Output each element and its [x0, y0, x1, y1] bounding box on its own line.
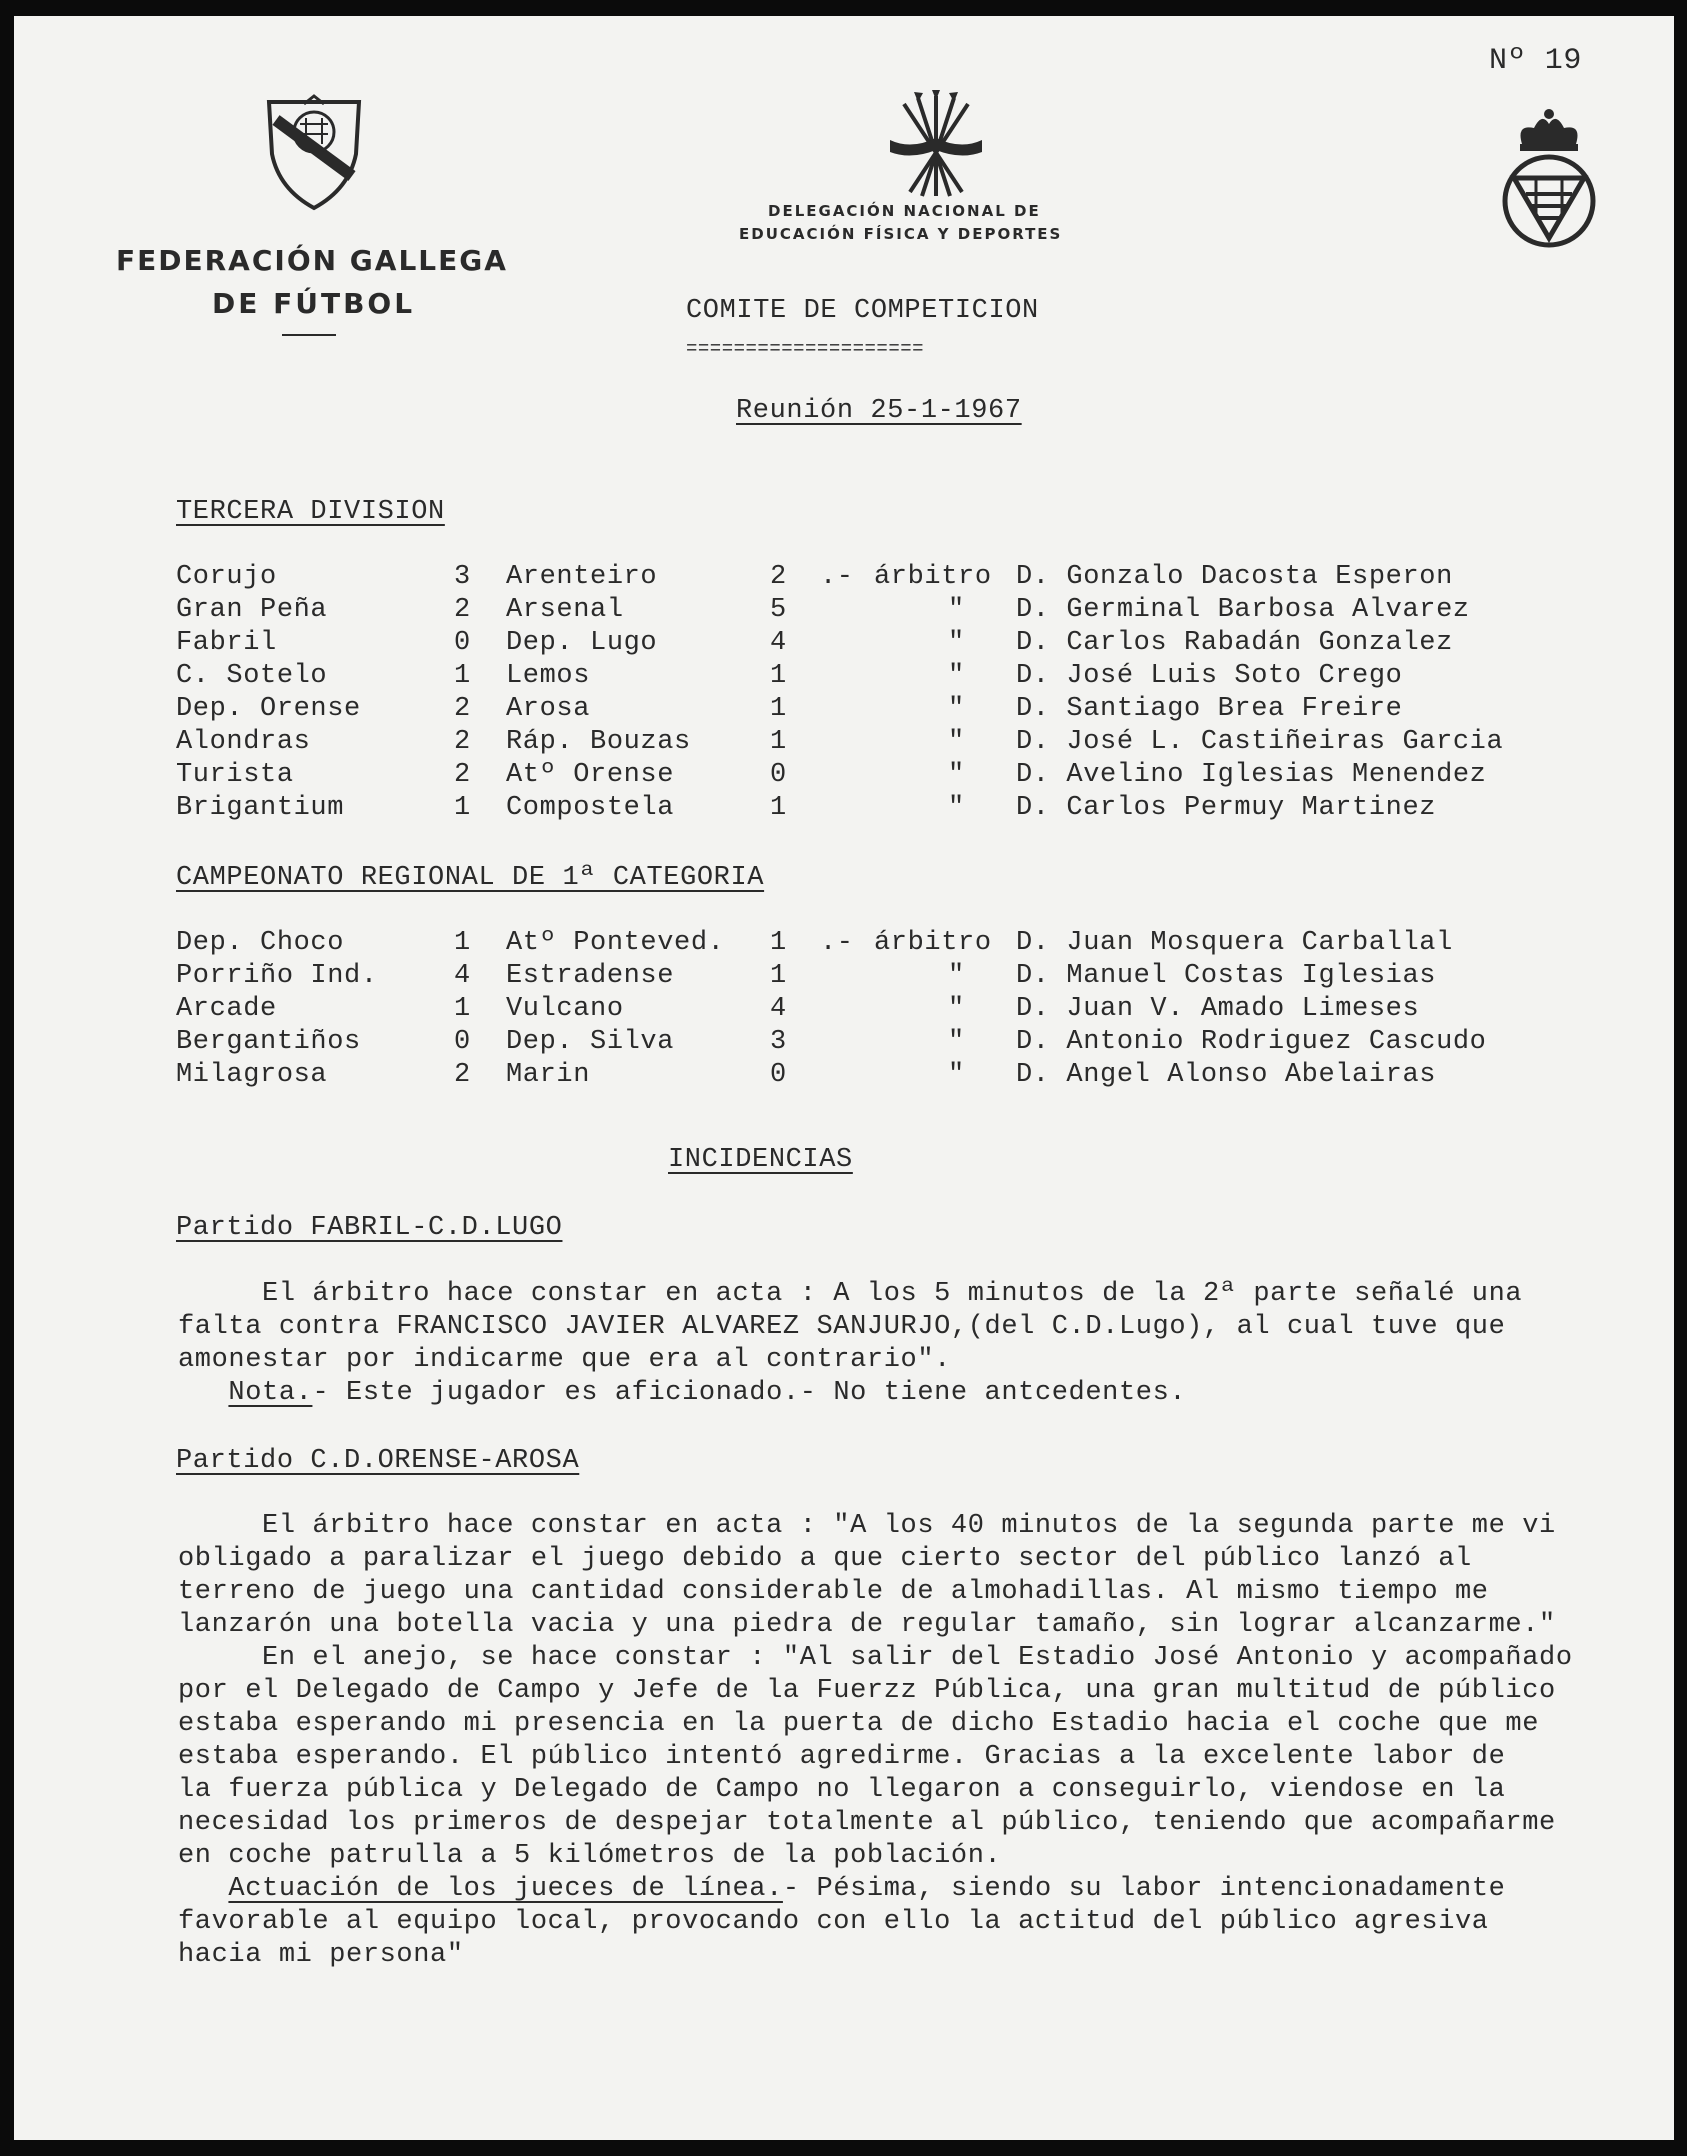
- away-score: 1: [770, 793, 787, 823]
- away-team: Arosa: [506, 694, 591, 724]
- home-team: Brigantium: [176, 793, 345, 823]
- home-team: Turista: [176, 760, 294, 790]
- home-team: Porriño Ind.: [176, 961, 378, 991]
- referee-name: D. Santiago Brea Freire: [1016, 694, 1403, 724]
- report-line: amonestar por indicarme que era al contrario".: [178, 1345, 951, 1375]
- delegation-line2: EDUCACIÓN FÍSICA Y DEPORTES: [739, 225, 1063, 243]
- away-score: 5: [770, 595, 787, 625]
- report-line: estaba esperando. El público intentó agredirme. Gracias a la excelente labor de: [178, 1742, 1506, 1772]
- report-line: favorable al equipo local, provocando con ello la actitud del público agresiva: [178, 1907, 1489, 1937]
- home-team: Alondras: [176, 727, 311, 757]
- match2-heading: Partido C.D.ORENSE-AROSA: [176, 1446, 580, 1476]
- referee-ditto: ": [948, 1027, 965, 1057]
- away-team: Dep. Lugo: [506, 628, 658, 658]
- home-score: 1: [454, 793, 471, 823]
- referee-name: D. Carlos Rabadán Gonzalez: [1016, 628, 1453, 658]
- referee-name: D. José L. Castiñeiras Garcia: [1016, 727, 1504, 757]
- regional-championship-title: CAMPEONATO REGIONAL DE 1ª CATEGORIA: [176, 863, 765, 893]
- away-team: Compostela: [506, 793, 675, 823]
- away-score: 4: [770, 628, 787, 658]
- report-line: falta contra FRANCISCO JAVIER ALVAREZ SANJURJO,(del C.D.Lugo), al cual tuve que: [178, 1312, 1506, 1342]
- away-team: Ráp. Bouzas: [506, 727, 691, 757]
- home-score: 4: [454, 961, 471, 991]
- referee-ditto: ": [948, 694, 965, 724]
- referee-ditto: ": [948, 595, 965, 625]
- federation-name-line2: DE FÚTBOL: [212, 287, 416, 320]
- committee-title: COMITE DE COMPETICION: [686, 296, 1039, 326]
- report-line: por el Delegado de Campo y Jefe de la Fuerzz Pública, una gran multitud de público: [178, 1676, 1556, 1706]
- referee-name: D. Avelino Iglesias Menendez: [1016, 760, 1487, 790]
- referee-name: D. Juan Mosquera Carballal: [1016, 928, 1453, 958]
- document-number: Nº 19: [1489, 44, 1583, 78]
- referee-ditto: ": [948, 994, 965, 1024]
- home-score: 2: [454, 595, 471, 625]
- report-line: El árbitro hace constar en acta : "A los 40 minutos de la segunda parte me vi: [178, 1511, 1556, 1541]
- match-row: [176, 628, 1636, 661]
- note-label: Nota.: [228, 1378, 313, 1408]
- home-score: 2: [454, 694, 471, 724]
- report-line: terreno de juego una cantidad considerable de almohadillas. Al mismo tiempo me: [178, 1577, 1489, 1607]
- yoke-arrows-icon: [876, 88, 996, 206]
- match-row: [176, 928, 1636, 961]
- home-score: 0: [454, 1027, 471, 1057]
- referee-ditto: ": [948, 793, 965, 823]
- referee-name: D. Gonzalo Dacosta Esperon: [1016, 562, 1453, 592]
- linesmen-label: Actuación de los jueces de línea.: [228, 1874, 783, 1904]
- away-score: 4: [770, 994, 787, 1024]
- away-score: 1: [770, 727, 787, 757]
- linesmen-line: [178, 1873, 1638, 1906]
- away-team: Estradense: [506, 961, 675, 991]
- referee-ditto: ": [948, 661, 965, 691]
- home-score: 1: [454, 661, 471, 691]
- report-line: la fuerza pública y Delegado de Campo no llegaron a conseguirlo, viendose en la: [178, 1775, 1506, 1805]
- away-score: 1: [770, 961, 787, 991]
- incidencias-title: INCIDENCIAS: [668, 1145, 853, 1175]
- referee-ditto: ": [948, 760, 965, 790]
- report-line: En el anejo, se hace constar : "Al salir del Estadio José Antonio y acompañado: [178, 1643, 1573, 1673]
- report-line: en coche patrulla a 5 kilómetros de la población.: [178, 1841, 1002, 1871]
- report-line: hacia mi persona": [178, 1940, 464, 1970]
- federation-divider: [282, 334, 336, 336]
- referee-label: árbitro: [874, 562, 992, 592]
- referee-ditto: ": [948, 727, 965, 757]
- match-row: [176, 694, 1636, 727]
- away-team: Marin: [506, 1060, 591, 1090]
- match-row: [176, 727, 1636, 760]
- away-score: 1: [770, 928, 787, 958]
- home-score: 2: [454, 760, 471, 790]
- away-score: 3: [770, 1027, 787, 1057]
- referee-name: D. Antonio Rodriguez Cascudo: [1016, 1027, 1487, 1057]
- away-score: 0: [770, 760, 787, 790]
- note-line: [178, 1377, 1638, 1410]
- home-score: 1: [454, 928, 471, 958]
- match-row: [176, 661, 1636, 694]
- away-team: Atº Orense: [506, 760, 675, 790]
- match-row: [176, 1060, 1636, 1093]
- report-line: obligado a paralizar el juego debido a que cierto sector del público lanzó al: [178, 1544, 1472, 1574]
- home-team: Milagrosa: [176, 1060, 328, 1090]
- referee-label: árbitro: [874, 928, 992, 958]
- home-score: 2: [454, 1060, 471, 1090]
- home-score: 3: [454, 562, 471, 592]
- match-row: [176, 961, 1636, 994]
- away-team: Vulcano: [506, 994, 624, 1024]
- match-row: [176, 994, 1636, 1027]
- meeting-date: Reunión 25-1-1967: [736, 396, 1022, 426]
- away-score: 2: [770, 562, 787, 592]
- separator: .-: [820, 562, 854, 592]
- away-score: 1: [770, 661, 787, 691]
- match-row: [176, 562, 1636, 595]
- home-score: 2: [454, 727, 471, 757]
- away-team: Arsenal: [506, 595, 624, 625]
- note-text: - Este jugador es aficionado.- No tiene antcedentes.: [312, 1378, 1187, 1408]
- delegation-line1: DELEGACIÓN NACIONAL DE: [768, 202, 1041, 220]
- match1-report: [178, 1278, 1638, 1410]
- away-score: 0: [770, 1060, 787, 1090]
- match-row: [176, 1027, 1636, 1060]
- home-team: Dep. Choco: [176, 928, 345, 958]
- home-team: Bergantiños: [176, 1027, 361, 1057]
- referee-name: D. Germinal Barbosa Alvarez: [1016, 595, 1470, 625]
- home-score: 1: [454, 994, 471, 1024]
- home-team: C. Sotelo: [176, 661, 328, 691]
- committee-rule: ====================: [686, 338, 925, 360]
- match-row: [176, 760, 1636, 793]
- referee-name: D. Angel Alonso Abelairas: [1016, 1060, 1437, 1090]
- referee-name: D. Carlos Permuy Martinez: [1016, 793, 1437, 823]
- tercera-division-title: TERCERA DIVISION: [176, 497, 445, 527]
- report-line: El árbitro hace constar en acta : A los 5 minutos de la 2ª parte señalé una: [178, 1279, 1523, 1309]
- separator: .-: [820, 928, 854, 958]
- report-line: lanzarón una botella vacia y una piedra de regular tamaño, sin lograr alcanzarme.": [178, 1610, 1556, 1640]
- federation-name-line1: FEDERACIÓN GALLEGA: [116, 244, 508, 277]
- away-team: Lemos: [506, 661, 591, 691]
- match-row: [176, 595, 1636, 628]
- home-team: Corujo: [176, 562, 277, 592]
- document-page: [14, 16, 1674, 2140]
- report-line: estaba esperando mi presencia en la puerta de dicho Estadio hacia el coche que me: [178, 1709, 1540, 1739]
- away-team: Dep. Silva: [506, 1027, 675, 1057]
- away-team: Arenteiro: [506, 562, 658, 592]
- home-team: Dep. Orense: [176, 694, 361, 724]
- home-team: Arcade: [176, 994, 277, 1024]
- federation-shield-icon: [264, 94, 364, 212]
- referee-name: D. Juan V. Amado Limeses: [1016, 994, 1420, 1024]
- referee-ditto: ": [948, 1060, 965, 1090]
- away-team: Atº Ponteved.: [506, 928, 725, 958]
- referee-ditto: ": [948, 961, 965, 991]
- linesmen-text: - Pésima, siendo su labor intencionadamente: [782, 1874, 1506, 1904]
- away-score: 1: [770, 694, 787, 724]
- referee-name: D. Manuel Costas Iglesias: [1016, 961, 1437, 991]
- referee-name: D. José Luis Soto Crego: [1016, 661, 1403, 691]
- home-team: Fabril: [176, 628, 277, 658]
- home-team: Gran Peña: [176, 595, 328, 625]
- match1-heading: Partido FABRIL-C.D.LUGO: [176, 1213, 563, 1243]
- referee-ditto: ": [948, 628, 965, 658]
- crowned-emblem-icon: [1494, 106, 1604, 251]
- report-line: necesidad los primeros de despejar totalmente al público, teniendo que acompañarme: [178, 1808, 1556, 1838]
- home-score: 0: [454, 628, 471, 658]
- match-row: [176, 793, 1636, 826]
- match2-report: [178, 1510, 1638, 1972]
